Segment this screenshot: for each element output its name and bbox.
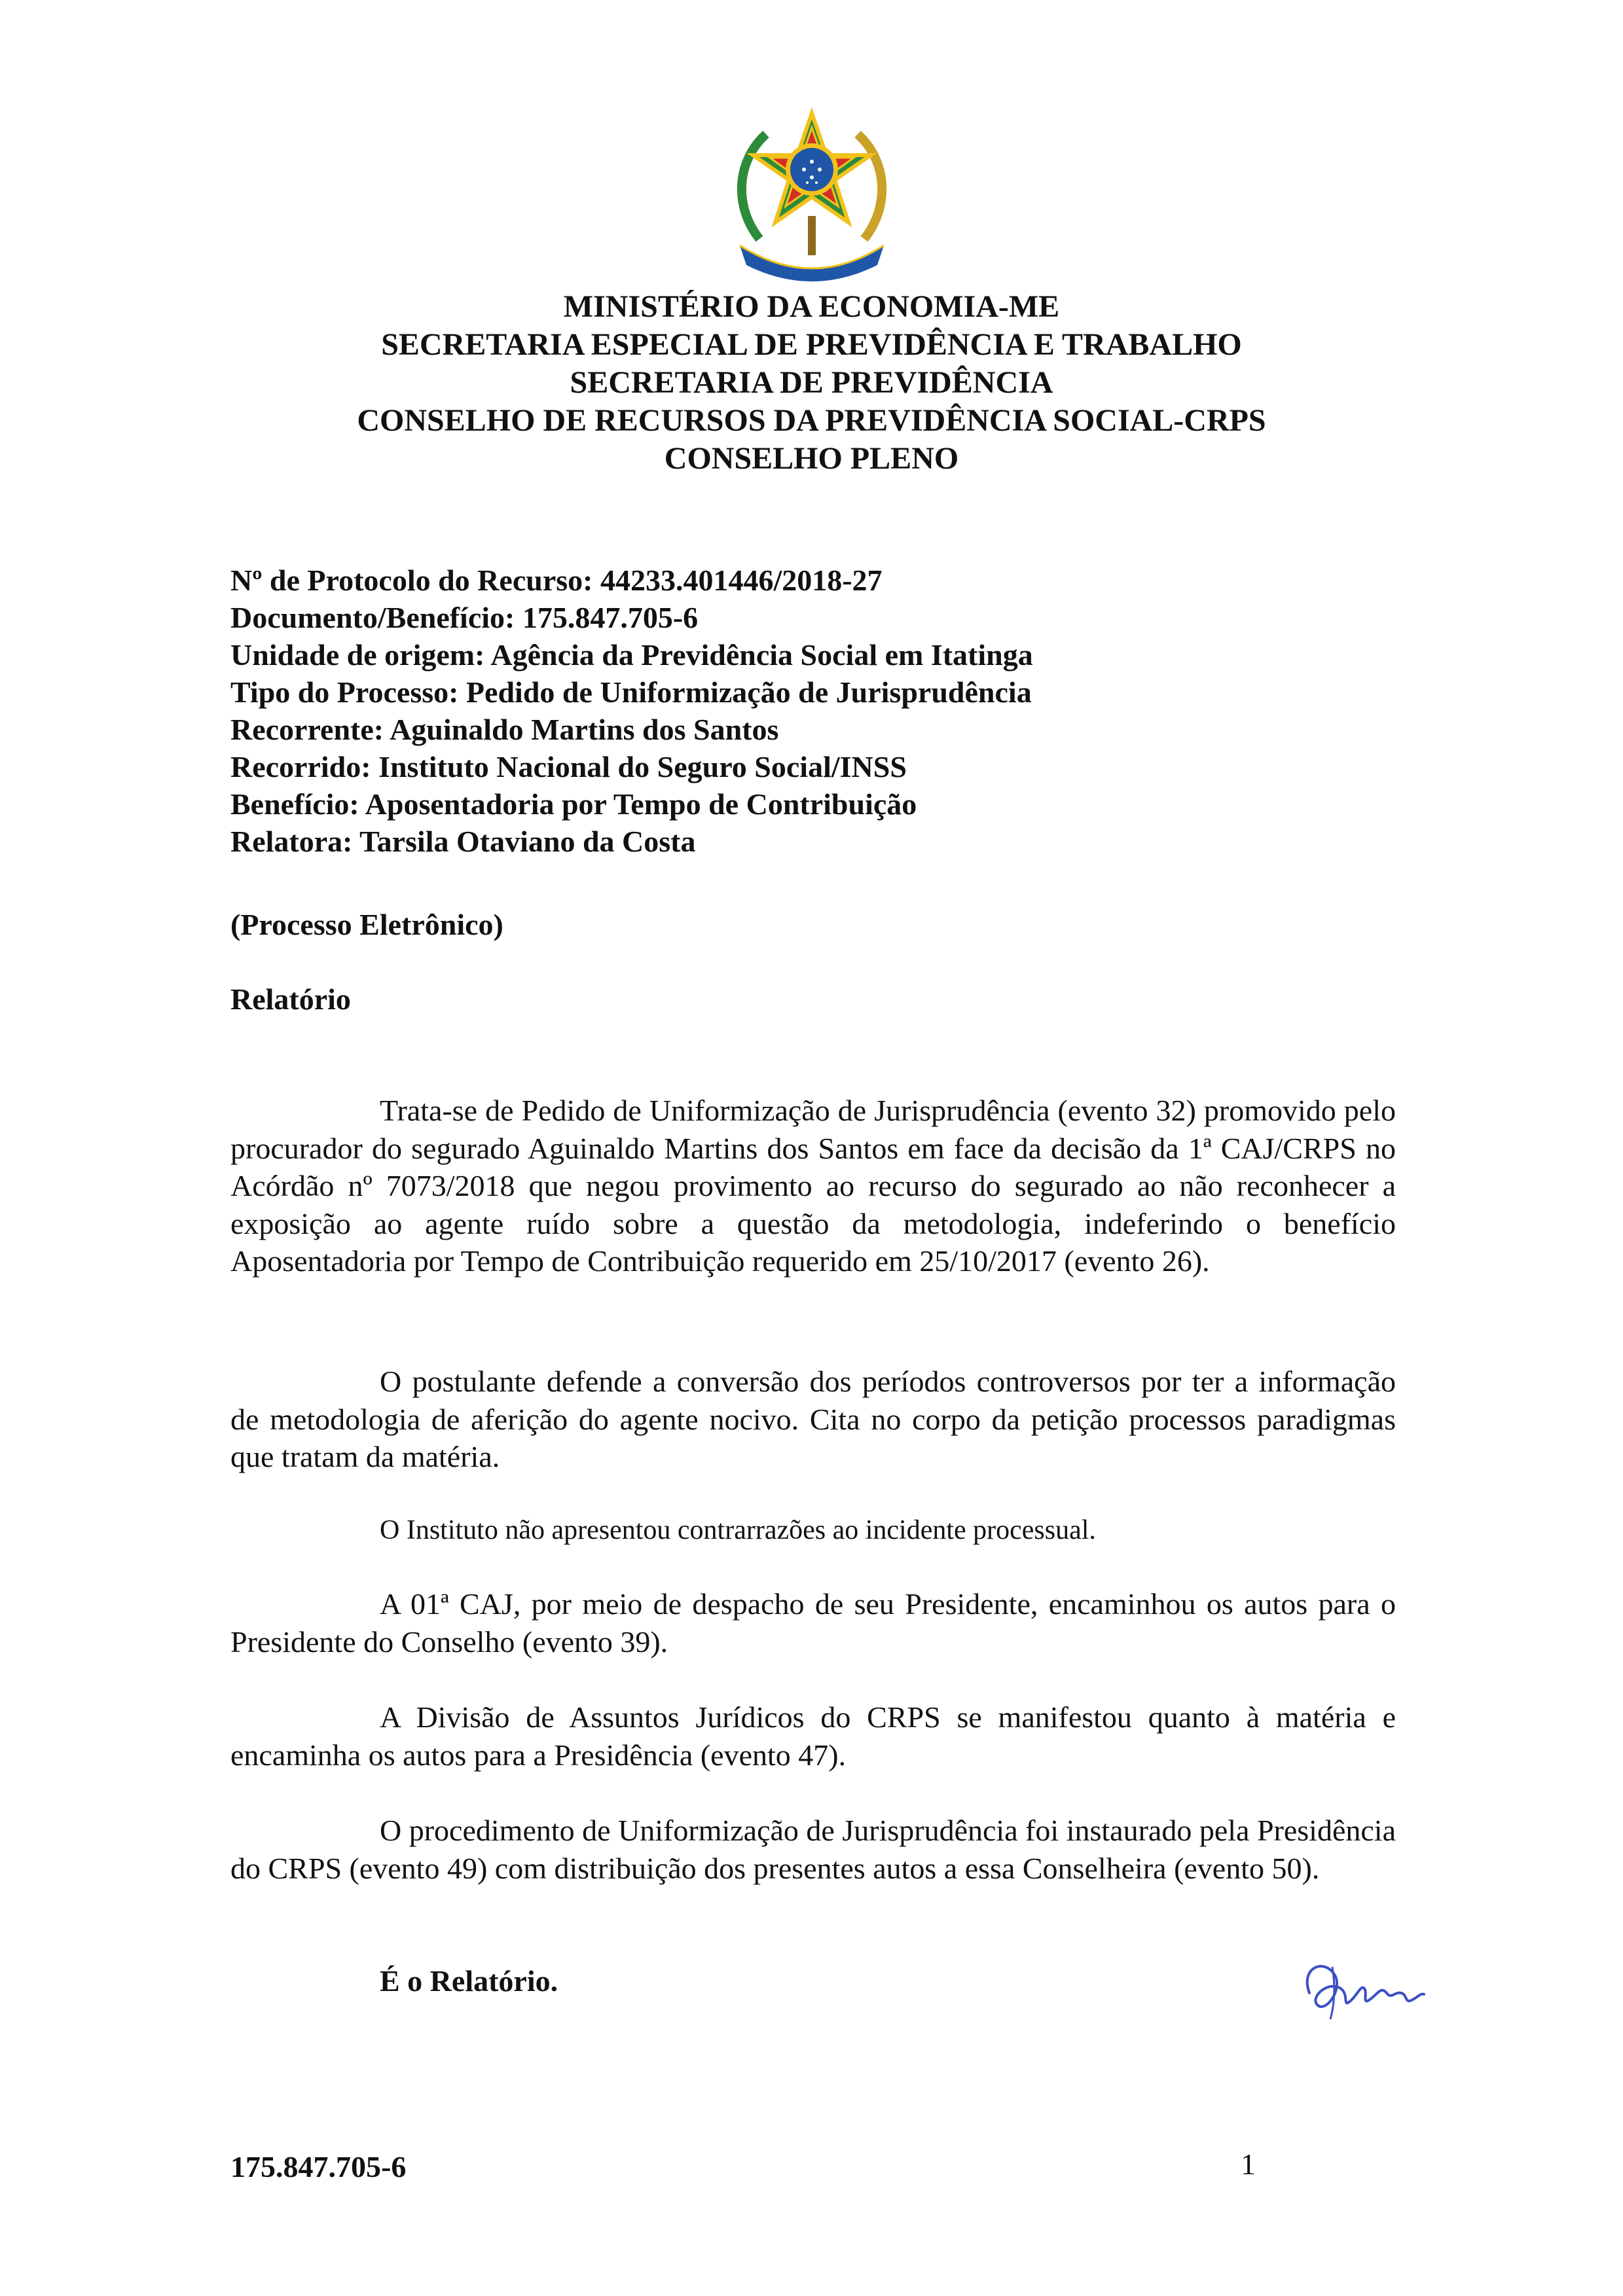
closing-statement: É o Relatório. (380, 1964, 558, 1998)
paragraph: O Instituto não apresentou contrarrazões ao incidente processual. (380, 1515, 1096, 1545)
header-line: MINISTÉRIO DA ECONOMIA-ME (563, 289, 1060, 324)
benefit: Benefício: Aposentadoria por Tempo de Contribuição (230, 787, 917, 821)
paragraph: O postulante defende a conversão dos períodos controversos por ter a informação de metodologia de aferição do agente nocivo. Cita no corpo da petição processos paradigmas que tratam da matéria. (230, 1365, 1396, 1473)
rapporteur: Relatora: Tarsila Otaviano da Costa (230, 825, 696, 858)
protocol-number: Nº de Protocolo do Recurso: 44233.401446/2018-27 (230, 564, 883, 597)
header-line: SECRETARIA ESPECIAL DE PREVIDÊNCIA E TRABALHO (381, 327, 1242, 362)
document-header (0, 288, 1623, 478)
header-line: CONSELHO PLENO (664, 441, 959, 476)
header-line: SECRETARIA DE PREVIDÊNCIA (570, 365, 1053, 400)
section-title: Relatório (230, 982, 351, 1016)
brazil-coat-of-arms-icon (720, 101, 903, 291)
paragraph: A 01ª CAJ, por meio de despacho de seu Presidente, encaminhou os autos para o Presidente do Conselho (evento 39). (230, 1587, 1396, 1659)
header-line: CONSELHO DE RECURSOS DA PREVIDÊNCIA SOCIAL-CRPS (357, 403, 1266, 438)
footer-document-number: 175.847.705-6 (230, 2150, 407, 2183)
handwritten-signature-icon (1296, 1954, 1427, 2026)
paragraph: A Divisão de Assuntos Jurídicos do CRPS se manifestou quanto à matéria e encaminha os autos para a Presidência (evento 47). (230, 1700, 1396, 1772)
electronic-process-label: (Processo Eletrônico) (230, 908, 503, 941)
paragraph: Trata-se de Pedido de Uniformização de Jurisprudência (evento 32) promovido pelo procurador do segurado Aguinaldo Martins dos Santos em face da decisão da 1ª CAJ/CRPS no Acórdão nº 7073/2018 que negou provimento ao recurso do segurado ao não reconhecer a exposição ao agente ruído sobre a questão da metodologia, indeferindo o benefício Aposentadoria por Tempo de Contribuição requerido em 25/10/2017 (evento 26). (230, 1094, 1396, 1278)
paragraph: O procedimento de Uniformização de Jurisprudência foi instaurado pela Presidência do CRPS (evento 49) com distribuição dos presentes autos a essa Conselheira (evento 50). (230, 1814, 1396, 1885)
appellant: Recorrente: Aguinaldo Martins dos Santos (230, 713, 779, 746)
case-metadata (230, 562, 1409, 860)
appellee: Recorrido: Instituto Nacional do Seguro Social/INSS (230, 750, 907, 783)
process-type: Tipo do Processo: Pedido de Uniformização de Jurisprudência (230, 675, 1032, 709)
document-benefit: Documento/Benefício: 175.847.705-6 (230, 601, 699, 634)
page-number: 1 (1241, 2147, 1256, 2181)
origin-unit: Unidade de origem: Agência da Previdência Social em Itatinga (230, 638, 1033, 672)
